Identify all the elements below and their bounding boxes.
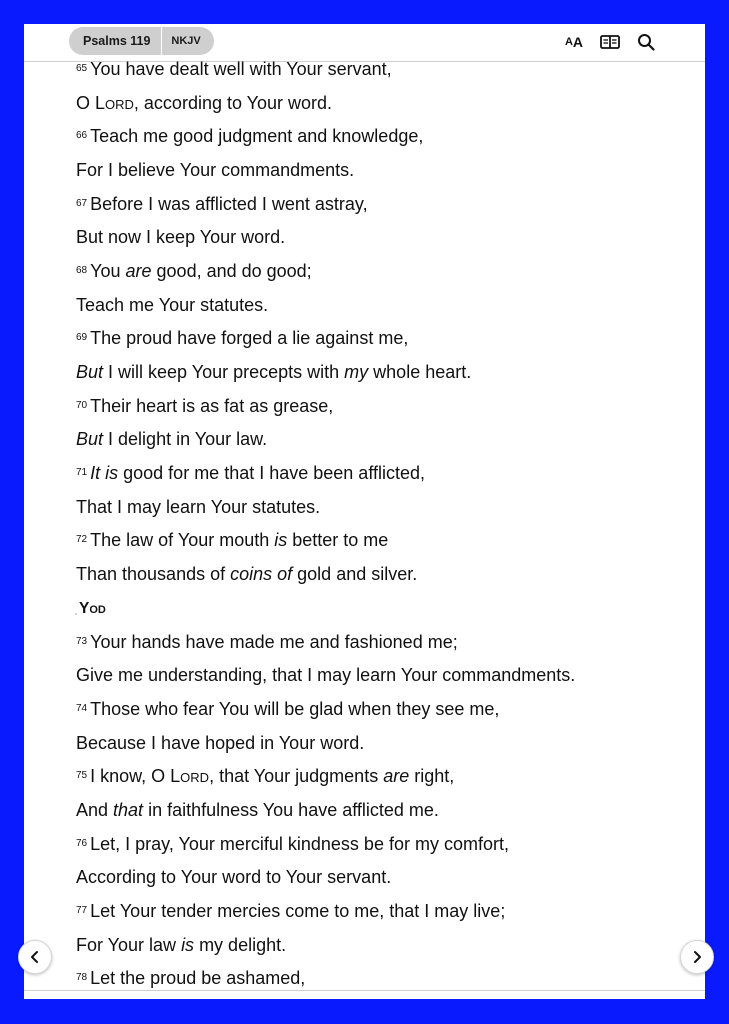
verse-text: Before I was afflicted I went astray, bbox=[90, 193, 368, 214]
verse-line bbox=[76, 125, 676, 159]
verse-number: 78 bbox=[76, 972, 88, 984]
verse-line bbox=[76, 631, 676, 665]
text-size-icon[interactable]: A A bbox=[564, 34, 584, 50]
verse-text: Yod bbox=[79, 599, 106, 617]
verse-number: 70 bbox=[76, 399, 88, 411]
verse-continuation-line bbox=[76, 294, 676, 328]
verse-text: gold and silver. bbox=[292, 564, 418, 585]
verse-text: Teach me Your statutes. bbox=[76, 294, 269, 315]
verse-continuation-line bbox=[76, 428, 676, 462]
verse-line bbox=[76, 395, 676, 429]
verse-text: Lord bbox=[95, 92, 134, 113]
verse-line bbox=[76, 765, 676, 799]
verse-text: my delight. bbox=[194, 934, 287, 955]
verse-text: my bbox=[344, 362, 369, 382]
reader-page bbox=[24, 24, 705, 999]
verse-number: 75 bbox=[76, 770, 88, 782]
book-icon[interactable] bbox=[598, 31, 622, 53]
chevron-left-icon bbox=[29, 950, 41, 964]
verse-line bbox=[76, 193, 676, 227]
verse-continuation-line bbox=[76, 92, 676, 126]
book-chapter-button[interactable]: Psalms 119 bbox=[83, 34, 151, 48]
verse-line bbox=[76, 260, 676, 294]
top-toolbar bbox=[24, 24, 705, 62]
verse-continuation-line bbox=[76, 664, 676, 698]
verse-text: Because I have hoped in Your word. bbox=[76, 732, 365, 753]
verse-line bbox=[76, 833, 676, 867]
verse-text: You have dealt well with Your servant, bbox=[90, 59, 392, 79]
verse-continuation-line bbox=[76, 732, 676, 766]
verse-line bbox=[76, 967, 676, 999]
verse-text: It is bbox=[90, 463, 119, 484]
scripture-text bbox=[76, 58, 676, 999]
verse-text: Those who fear You will be glad when they see me, bbox=[90, 698, 500, 719]
verse-text: I will keep Your precepts with bbox=[103, 362, 345, 382]
verse-line bbox=[76, 327, 676, 361]
verse-text: The proud have forged a lie against me, bbox=[90, 328, 409, 349]
verse-number: 68 bbox=[76, 264, 88, 276]
previous-chapter-button[interactable] bbox=[18, 940, 52, 974]
verse-text: whole heart. bbox=[368, 362, 472, 382]
verse-text: That I may learn Your statutes. bbox=[76, 496, 321, 517]
verse-continuation-line bbox=[76, 866, 676, 900]
verse-number: 73 bbox=[76, 635, 88, 647]
verse-text: For I believe Your commandments. bbox=[76, 159, 355, 180]
verse-number: 66 bbox=[76, 130, 88, 142]
verse-text: , according to Your word. bbox=[133, 92, 333, 113]
verse-text: in faithfulness You have afflicted me. bbox=[143, 799, 439, 820]
bottom-divider bbox=[24, 990, 705, 991]
verse-text: You bbox=[90, 260, 126, 281]
next-chapter-button[interactable] bbox=[680, 940, 714, 974]
verse-number: 65 bbox=[76, 63, 88, 74]
verse-text: , that Your judgments bbox=[209, 766, 384, 787]
verse-line bbox=[76, 529, 676, 563]
verse-text: Than thousands of bbox=[76, 564, 231, 585]
verse-continuation-line bbox=[76, 563, 676, 597]
verse-text: Let Your tender mercies come to me, that I may live; bbox=[90, 901, 506, 921]
verse-text: Give me understanding, that I may learn Your commandments. bbox=[76, 665, 576, 686]
verse-text: But bbox=[76, 362, 104, 382]
verse-continuation-line bbox=[76, 361, 676, 395]
verse-text: is bbox=[274, 530, 288, 551]
verse-number: 71 bbox=[76, 467, 88, 479]
verse-text: are bbox=[125, 260, 152, 281]
verse-text: Your hands have made me and fashioned me; bbox=[90, 631, 458, 652]
verse-text: Teach me good judgment and knowledge, bbox=[90, 126, 424, 147]
verse-text: Lord bbox=[170, 766, 210, 787]
verse-continuation-line bbox=[76, 159, 676, 193]
verse-text: Let the proud be ashamed, bbox=[90, 968, 306, 989]
verse-number: 74 bbox=[76, 702, 88, 714]
verse-line bbox=[76, 900, 676, 934]
verse-text: I delight in Your law. bbox=[103, 429, 268, 450]
verse-text: is bbox=[181, 934, 195, 955]
verse-text: O bbox=[76, 92, 96, 113]
verse-text: And bbox=[76, 799, 114, 820]
verse-number: 76 bbox=[76, 837, 88, 849]
passage-selector bbox=[69, 27, 214, 55]
verse-text: that bbox=[113, 799, 144, 820]
chevron-right-icon bbox=[691, 950, 703, 964]
verse-continuation-line bbox=[76, 799, 676, 833]
verse-line bbox=[76, 58, 676, 92]
verse-continuation-line bbox=[76, 496, 676, 530]
verse-line bbox=[76, 698, 676, 732]
verse-text: right, bbox=[409, 766, 455, 787]
verse-text: According to Your word to Your servant. bbox=[76, 867, 392, 888]
verse-number: 69 bbox=[76, 332, 88, 344]
verse-number: 67 bbox=[76, 197, 88, 209]
verse-number: 72 bbox=[76, 534, 88, 546]
verse-continuation-line bbox=[76, 226, 676, 260]
verse-text: I know, O bbox=[90, 766, 171, 787]
verse-text: Let, I pray, Your merciful kindness be for my comfort, bbox=[90, 833, 509, 854]
verse-text: But bbox=[76, 429, 104, 450]
verse-text: good for me that I have been afflicted, bbox=[118, 463, 426, 484]
search-icon[interactable] bbox=[635, 31, 657, 53]
verse-text: better to me bbox=[287, 530, 389, 551]
verse-text: For Your law bbox=[76, 934, 182, 955]
verse-text: Their heart is as fat as grease, bbox=[90, 395, 334, 416]
verse-text: But now I keep Your word. bbox=[76, 227, 286, 248]
verse-text: coins of bbox=[230, 564, 293, 585]
verse-continuation-line bbox=[76, 934, 676, 968]
verse-text: are bbox=[383, 766, 410, 787]
verse-text: The law of Your mouth bbox=[90, 530, 275, 551]
verse-line bbox=[76, 462, 676, 496]
section-heading bbox=[76, 597, 676, 631]
verse-number: 77 bbox=[76, 905, 88, 916]
verse-text: good, and do good; bbox=[151, 260, 312, 281]
version-button[interactable]: NKJV bbox=[171, 35, 201, 47]
